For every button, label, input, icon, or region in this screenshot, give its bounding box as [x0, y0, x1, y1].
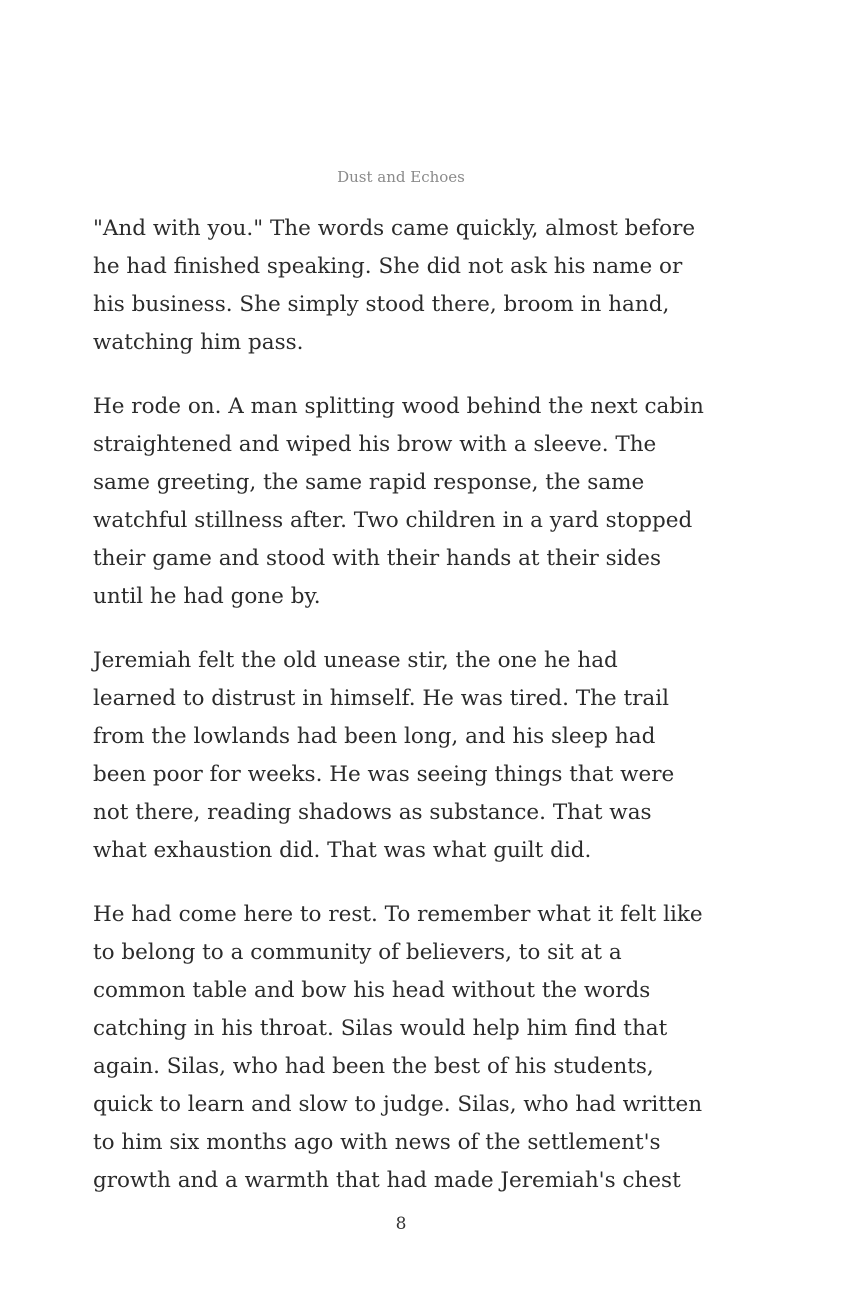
text-line: growth and a warmth that had made Jeremiah's chest [93, 1168, 681, 1193]
text-line: common table and bow his head without the words [93, 978, 651, 1003]
text-line: watching him pass. [93, 330, 304, 355]
text-line: He rode on. A man splitting wood behind the next cabin [93, 394, 704, 419]
text-line: to him six months ago with news of the settlement's [93, 1130, 661, 1155]
text-line: not there, reading shadows as substance. That was [93, 800, 652, 825]
text-line: watchful stillness after. Two children in a yard stopped [93, 508, 693, 533]
text-line: He had come here to rest. To remember what it felt like [93, 902, 703, 927]
text-line: again. Silas, who had been the best of his students, [93, 1054, 654, 1079]
paragraph-1 [93, 210, 723, 362]
text-line: his business. She simply stood there, broom in hand, [93, 292, 670, 317]
text-line: Jeremiah felt the old unease stir, the one he had [93, 648, 618, 673]
running-header-title: Dust and Echoes [337, 168, 465, 186]
page-number: 8 [395, 1214, 407, 1234]
paragraph-3 [93, 642, 723, 870]
text-line: to belong to a community of believers, to sit at a [93, 940, 622, 965]
text-line: quick to learn and slow to judge. Silas, who had written [93, 1092, 703, 1117]
text-line: catching in his throat. Silas would help him find that [93, 1016, 668, 1041]
paragraph-2 [93, 388, 723, 616]
text-line: "And with you." The words came quickly, almost before [93, 216, 696, 241]
text-line: he had finished speaking. She did not ask his name or [93, 254, 683, 279]
text-line: been poor for weeks. He was seeing things that were [93, 762, 675, 787]
text-line: straightened and wiped his brow with a sleeve. The [93, 432, 657, 457]
text-line: until he had gone by. [93, 584, 321, 609]
paragraph-4 [93, 896, 723, 1200]
text-line: same greeting, the same rapid response, the same [93, 470, 645, 495]
text-line: their game and stood with their hands at their sides [93, 546, 662, 571]
text-line: learned to distrust in himself. He was tired. The trail [93, 686, 669, 711]
text-line: what exhaustion did. That was what guilt did. [93, 838, 592, 863]
body-text [93, 210, 723, 1226]
text-line: from the lowlands had been long, and his sleep had [93, 724, 656, 749]
